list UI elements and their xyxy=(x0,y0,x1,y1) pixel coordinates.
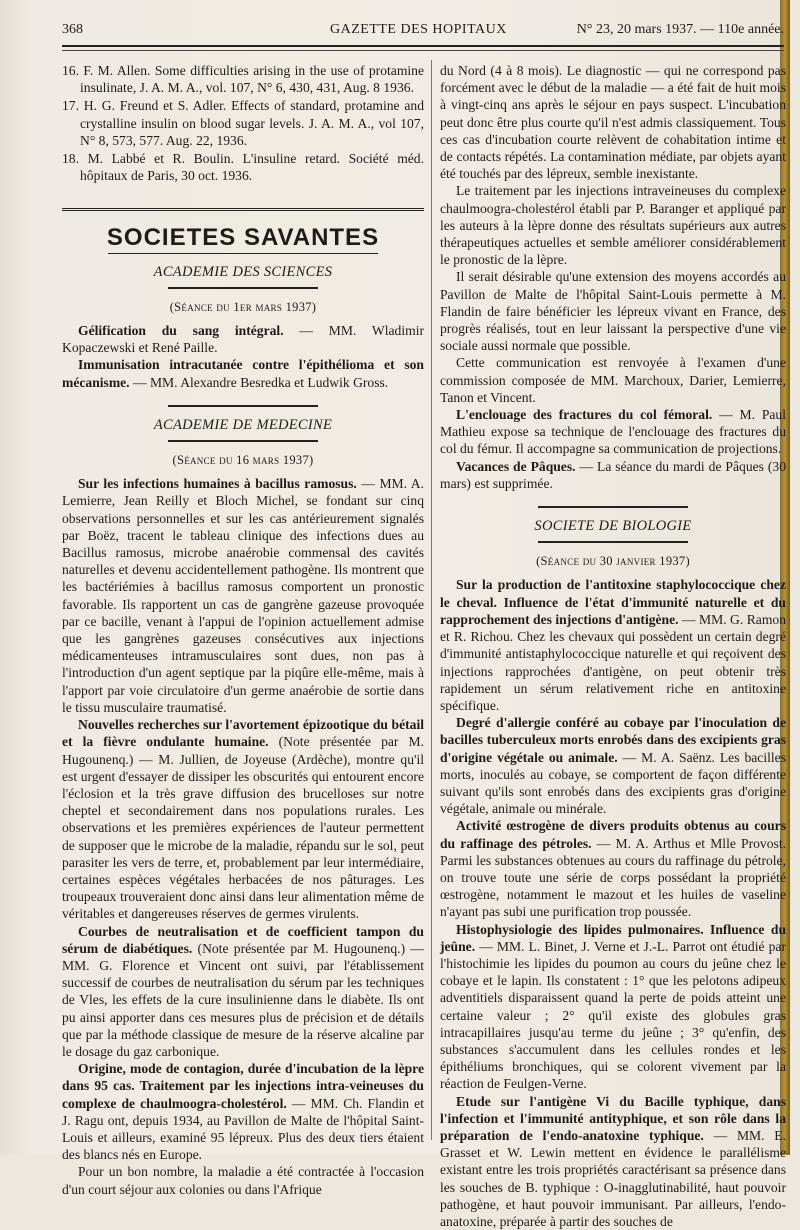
article-vacances xyxy=(440,458,786,492)
article-title: L'enclouage des fractures du col fémoral. xyxy=(456,407,713,423)
article-title: Activité œstrogène de divers produits obtenus au cours du raffinage des pétroles. xyxy=(440,818,786,851)
issue-info: N° 23, 20 mars 1937. — 110e année. xyxy=(576,22,784,37)
section-rule xyxy=(62,208,424,211)
paragraph-pour: Pour un bon nombre, la maladie a été contractée à l'occasion d'un court séjour aux colonies ou dans l'Afrique xyxy=(62,1164,424,1197)
article-title: Nouvelles recherches sur l'avortement épizootique du bétail et la fièvre ondulante humaine. xyxy=(62,717,424,750)
left-column xyxy=(62,62,424,1198)
article-title: Origine, mode de contagion, durée d'incubation de la lèpre dans 95 cas. Traitement par les injections intra-veineuses du complexe de chaulmoogra-cholestérol. xyxy=(62,1061,424,1111)
lepre-continuation: du Nord (4 à 8 mois). Le diagnostic — qui ne correspond pas forcément avec le début de la maladie — a été fait de huit mois à vingt-cinq ans après le séjour en pays suspect. L'incubation peut donc être plus courte qu'il n'est admis classiquement. Tous ces cas d'incubation courte relèvent de cohabitation intime et de contacts répétés. La contamination médiate, par objets ayant été touchés par des lépreux, semble inexistante. xyxy=(440,63,786,182)
academie-medecine-title: ACADEMIE DE MEDECINE xyxy=(153,416,333,433)
article-text: (Note présentée par M. Hugounenq.) — M. Jullien, de Joyeuse (Ardèche), montre qu'il est urgent d'essayer de dissiper les obscurités qui entourent encore l'éclosion et la très grave diffusion des brucelloses sur notre cheptel et secondairement dans nos populations rurales. Les observations et les premières expériences de l'auteur permettent de supposer que le microbe de la maladie, répandu sur le sol, peut parasiter les vers de terre, et, probablement par leur intermédiaire, certaines espèces végétales herbacées de nos pâturages. Les troupeaux trouveraient donc ainsi dans leur alimentation même de véritables et dangereuses réserves de germes virulents. xyxy=(62,734,424,922)
reference-17: 17. H. G. Freund et S. Adler. Effects of standard, protamine and crystalline insulin on blood sugar levels. J. A. M. A., vol 107, N° 8, 573, 577. Aug. 22, 1936. xyxy=(62,98,424,148)
article-text: — M. A. Arthus et Mlle Provost. Parmi les substances obtenues au cours du raffinage du pétrole, on trouve toute une série de corps possédant la propriété œstrogène, notamment le mazout et les huiles de vaseline n'ayant pas subi une purification trop poussée. xyxy=(440,835,786,920)
article-text: — MM. A. Lemierre, Jean Reilly et Bloch Michel, se fondant sur cinq observations personnelles et sur les cas antérieurement signalés par Boëz, tracent le tableau clinique des infections dues au Bacillus ramosus, microbe anaérobie commensal des cavités naturelles et devenu accidentellement pathogène. Ils montrent que les bactériémies à bacillus ramosus comportent un pronostic favorable. Ils rapportent un cas de gangrène gazeuse provoquée par ce bacille, venant à l'appui de l'opinion actuellement admise que les gangrènes gazeuses consécutives aux injections médicamenteuses intramusculaires sont dues, non pas à l'introduction d'un agent septique par la piqûre elle-même, mais à l'apport par voie circulatoire d'un germe anaérobie de sortie dans le tissu musculaire traumatisé. xyxy=(62,476,424,715)
article-title: Etude sur l'antigène Vi du Bacille typhique, dans l'infection et l'immunité antityphique, et son rôle dans la préparation de l'endo-anatoxine typhique. xyxy=(440,1093,786,1143)
lepre-commission: Cette communication est renvoyée à l'examen d'une commission composée de MM. Marchoux, Darier, Lemierre, Tanon et Vincent. xyxy=(440,355,786,405)
article-allergie xyxy=(440,714,786,817)
article-title: Sur la production de l'antitoxine staphylococcique chez le cheval. Influence de l'état d'immunité naturelle et du rapprochement des injections d'antigène. xyxy=(440,577,786,627)
short-rule xyxy=(538,541,688,543)
article-lepre xyxy=(62,1060,424,1163)
section-underline xyxy=(108,253,378,254)
article-ramosus xyxy=(62,475,424,716)
section-title: SOCIETES SAVANTES xyxy=(106,224,380,252)
header-rule xyxy=(62,45,784,47)
short-rule xyxy=(168,405,318,407)
article-antitoxine xyxy=(440,576,786,714)
seance-sciences: (Séance du 1er mars 1937) xyxy=(169,299,317,314)
seance-medecine: (Séance du 16 mars 1937) xyxy=(172,453,314,468)
article-gelification xyxy=(62,322,424,356)
article-lipides xyxy=(440,921,786,1093)
column-separator xyxy=(431,60,432,1140)
article-text: — MM. Alexandre Besredka et Ludwik Gross. xyxy=(129,374,389,390)
article-text: — MM. Wladimir Kopaczewski et René Paille. xyxy=(62,323,424,356)
article-text: (Note présentée par M. Hugounenq.) — MM. G. Florence et Vincent ont suivi, par l'établissement successif de courbes de neutralisation du sérum par les techniques de Vles, les effets de la cure insulinienne dans le diabète. Ils ont pu ainsi apporter dans ces mesures plus de précision et de détails que par la méthode classique de mesure de la réserve alcaline par le dosage du gaz carbonique. xyxy=(62,940,424,1059)
article-title: Gélification du sang intégral. xyxy=(78,323,284,339)
article-text: — M. A. Saënz. Les bacilles morts, inoculés au cobaye, se comportent de façon différente suivant qu'ils sont enrobés dans des excipients gras d'origine végétale, animale ou minérale. xyxy=(440,749,786,817)
page-header xyxy=(62,22,784,46)
page-number: 368 xyxy=(62,22,83,37)
article-enclouage xyxy=(440,406,786,458)
societe-biologie-title: SOCIETE DE BIOLOGIE xyxy=(534,518,692,535)
article-title: Immunisation intracutanée contre l'épithélioma et son mécanisme. xyxy=(62,357,424,390)
article-text: — M. Paul Mathieu expose sa technique de l'enclouage des fractures du col du fémur. Il accompagne sa communication de projections. xyxy=(440,407,786,457)
reference-16: 16. F. M. Allen. Some difficulties arising in the use of protamine insulinate, J. A. M. A., vol. 107, N° 6, 430, 431, Aug. 8 1936. xyxy=(62,63,424,96)
article-title: Courbes de neutralisation et de coefficient tampon du sérum de diabétiques. xyxy=(62,923,424,956)
right-column xyxy=(440,62,786,1230)
academie-sciences-title: ACADEMIE DES SCIENCES xyxy=(153,263,333,280)
article-oestrogene xyxy=(440,817,786,920)
article-courbes xyxy=(62,923,424,1061)
article-avortement xyxy=(62,716,424,922)
lepre-extension: Il serait désirable qu'une extension des moyens accordés au Pavillon de Malte de l'hôpital Saint-Louis permette à M. Flandin de faire bénéficier les lépreux vivant en France, des progrès réalisés, tout en leur laissant la perspective d'une vie sociale aussi normale que possible. xyxy=(440,269,786,354)
seance-biologie: (Séance du 30 janvier 1937) xyxy=(536,554,690,569)
header-rule-thin xyxy=(62,50,784,51)
article-text: — MM. E. Grasset et W. Lewin mettent en évidence le parallélisme existant entre les trois propriétés caractérisant sa présence dans les souches de B. typhique : O-inagglutinabilité, haut pouvoir pathogène, et haut pouvoir immunisant. Par ailleurs, l'endo-anatoxine, préparée à partir des souches de xyxy=(440,1127,786,1229)
lepre-traitement: Le traitement par les injections intraveineuses du complexe chaulmoogra-cholestérol établi par P. Baranger et appliqué par les auteurs à la lèpre donne des résultats supérieurs aux autres thérapeutiques actuelles et semble améliorer considérablement le pronostic de la lèpre. xyxy=(440,183,786,268)
article-antigene-vi xyxy=(440,1093,786,1230)
article-title: Degré d'allergie conféré au cobaye par l'inoculation de bacilles tuberculeux morts enrobés dans des excipients gras d'origine végétale ou animale. xyxy=(440,715,786,765)
article-text: — MM. G. Ramon et R. Richou. Chez les chevaux qui possèdent un certain degré d'immunité antistaphylococcique naturelle et qui reçoivent des injections rapprochées d'antigène, on peut obtenir très rapidement un sérum relativement riche en antitoxine spécifique. xyxy=(440,611,786,713)
short-rule xyxy=(168,440,318,442)
article-title: Sur les infections humaines à bacillus ramosus. xyxy=(78,476,357,492)
short-rule xyxy=(168,287,318,289)
reference-18: 18. M. Labbé et R. Boulin. L'insuline retard. Société méd. hôpitaux de Paris, 30 oct. 1936. xyxy=(62,151,424,184)
article-title: Vacances de Pâques. xyxy=(456,458,576,474)
article-text: — La séance du mardi de Pâques (30 mars) est supprimée. xyxy=(440,458,787,491)
article-text: — MM. L. Binet, J. Verne et J.-L. Parrot ont étudié par l'histochimie les lipides du poumon au cours du jeûne chez le cobaye et le lapin. Ils constatent : 1° que les pelotons adipeux adventitiels disparaissent quand la perte de poids atteint une certaine valeur ; 2° qu'il existe des globules gras intracapillaires jusqu'au terme du jeûne ; 3° qu'enfin, des substances s'accumulent dans les cellules rondes et les épithéliums bronchiques, qui se colorent vivement par la réaction de Feulgen-Verne. xyxy=(440,938,786,1092)
article-text: — MM. Ch. Flandin et J. Ragu ont, depuis 1934, au Pavillon de Malte de l'hôpital Saint-Louis et ailleurs, examiné 95 lépreux. Plus des deux tiers étaient des blancs nés en Europe. xyxy=(62,1095,424,1163)
article-title: Histophysiologie des lipides pulmonaires. Influence du jeûne. xyxy=(440,921,786,954)
short-rule xyxy=(538,506,688,508)
article-immunisation xyxy=(62,356,424,390)
journal-title: GAZETTE DES HOPITAUX xyxy=(330,22,507,37)
